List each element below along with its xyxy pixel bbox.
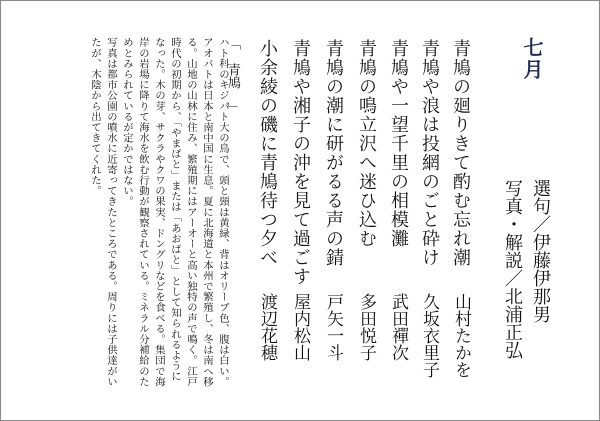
poet-name: 渡辺花穂 xyxy=(257,293,277,361)
haiku-verse: 青鳩の廻りきて酌む忘れ潮 xyxy=(450,39,471,267)
credits xyxy=(498,179,554,359)
commentary-paragraph: ハト科のキジバト大の鳥で、頭と頸は黄緑、背はオリーブ色、腹は白い。アオバトは日本と南中国に生息。夏に北海道と本州で繁殖し、冬は南へ移る。山地の山林に住み、繁殖期にはアーオーと高い独特の声で鳴く。江戸時代の初期から、「やまばと」または「あおばと」として知られるようになった。木の芽、サクラやクワの果実、ドングリなどを食べる。集団で海岸の岩場に降りて海水を飲む行動が観察されている。ミネラル分補給のためとみられているが定かではない。 xyxy=(121,37,229,387)
haiku-verse: 青鳩や一望千里の相模灘 xyxy=(388,39,409,248)
month-title: 七月 xyxy=(520,37,544,81)
poet-name: 久坂衣里子 xyxy=(419,293,439,378)
poet-name: 屋内松山 xyxy=(290,293,310,361)
haiku-verse: 小余綾の磯に青鳩待つ夕べ xyxy=(257,39,278,267)
poet-name: 山村たかを xyxy=(451,293,471,378)
photo-credit: 写真・解説／北浦正弘 xyxy=(502,179,523,359)
poet-name: 戸矢一斗 xyxy=(323,293,343,361)
haiku-verse: 青鳩の潮に研がるる声の錆 xyxy=(323,39,344,267)
commentary-paragraph: 写真は都市公園の噴水に近寄ってきたところである。周りには子供達がいたが、木陰から出てきてくれた。 xyxy=(89,37,117,387)
commentary xyxy=(61,37,231,392)
haiku-verse: 青鳩や湘子の沖を見て過ごす xyxy=(290,39,311,286)
selector-credit: 選句／伊藤伊那男 xyxy=(530,179,551,323)
haiku-verse: 青鳩や浪は投網のごと砕け xyxy=(419,39,440,267)
haiku-verse: 青鳩の鳴立沢へ迷ひ込む xyxy=(356,39,377,248)
poet-name: 多田悦子 xyxy=(356,293,376,361)
poet-name: 武田禪次 xyxy=(388,293,408,361)
note-heading: 「 青鳩 」 xyxy=(225,37,240,115)
